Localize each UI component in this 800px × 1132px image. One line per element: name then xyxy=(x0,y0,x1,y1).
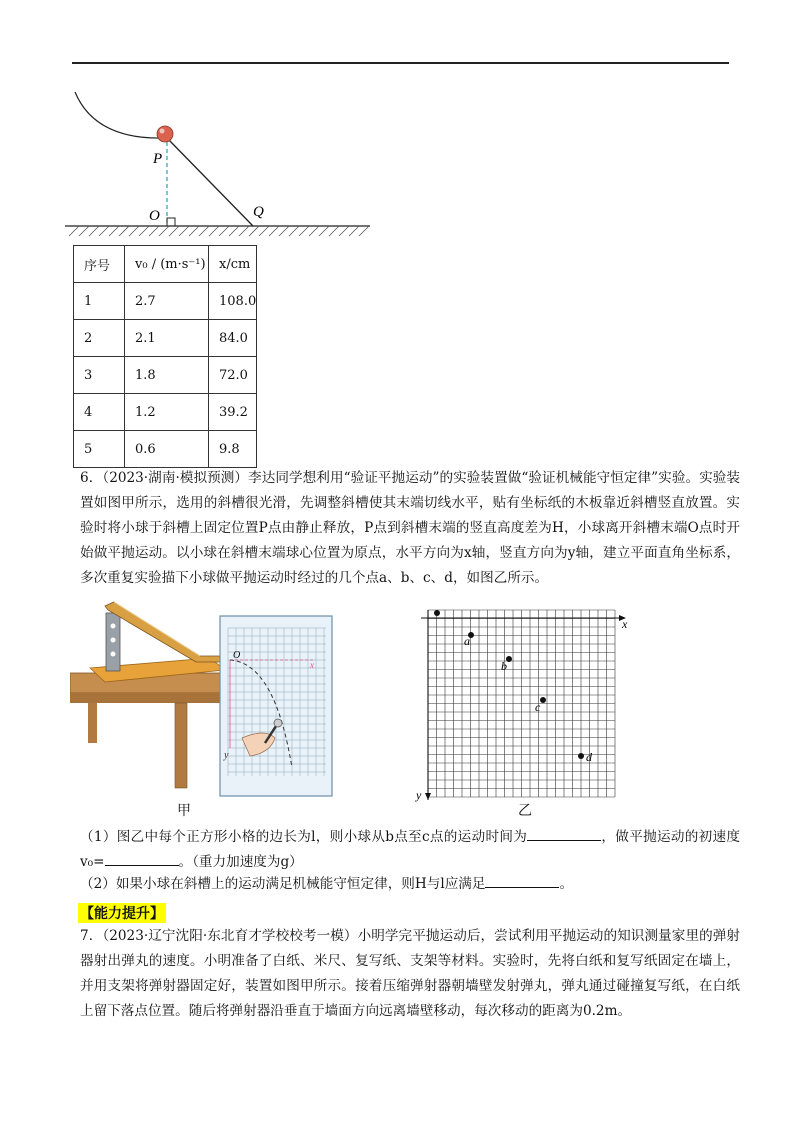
caption-jia: 甲 xyxy=(177,803,191,819)
curved-track xyxy=(75,92,165,138)
answer-blank[interactable] xyxy=(527,826,601,841)
answer-blank[interactable] xyxy=(105,851,179,866)
table-cell: 39.2 xyxy=(209,394,257,431)
data-table xyxy=(73,245,257,468)
header-cell: x/cm xyxy=(209,246,257,283)
table-header-row xyxy=(74,246,257,283)
figure-yi-grid xyxy=(414,604,636,806)
table-row xyxy=(74,283,257,320)
part-2-text: （2）如果小球在斜槽上的运动满足机械能守恒定律，则H与l应满足 xyxy=(80,876,486,892)
table-cell: 2 xyxy=(74,320,125,357)
table-cell: 1.8 xyxy=(125,357,209,394)
table-cell: 4 xyxy=(74,394,125,431)
answer-blank[interactable] xyxy=(485,873,559,888)
table-row xyxy=(74,357,257,394)
part-1-text-c: 。（重力加速度为g） xyxy=(178,854,303,870)
question-text: 小明学完平抛运动后，尝试利用平抛运动的知识测量家里的弹射器射出弹丸的速度。小明准备了白纸、米尺、复写纸、支架等材料。实验时，先将白纸和复写纸固定在墙上，并用支架将弹射器固定好，装置如图甲所示。接着压缩弹射器朝墙壁发射弹丸，弹丸通过碰撞复写纸，在白纸上留下落点位置。随后将弹射器沿垂直于墙面方向远离墙壁移动，每次移动的距离为0.2m。 xyxy=(80,928,741,1019)
label-O: O xyxy=(149,208,160,224)
point-label: a xyxy=(464,634,470,648)
part-2-text-b: 。 xyxy=(559,876,574,892)
table-cell: 1.2 xyxy=(125,394,209,431)
question-6-part-2 xyxy=(80,872,740,897)
table-cell: 2.1 xyxy=(125,320,209,357)
table-row xyxy=(74,394,257,431)
point-label: b xyxy=(501,659,507,673)
part-1-text: （1）图乙中每个正方形小格的边长为l，则小球从b点至c点的运动时间为 xyxy=(80,829,528,845)
table-cell: 9.8 xyxy=(209,431,257,468)
part-1-text-b: ，做平抛运动的初速度v₀= xyxy=(80,829,741,870)
question-6 xyxy=(80,466,740,591)
table-cell: 108.0 xyxy=(209,283,257,320)
section-heading: 【能力提升】 xyxy=(78,903,166,923)
ball-icon xyxy=(157,126,173,142)
figure-incline xyxy=(65,90,375,240)
point-c xyxy=(540,697,546,703)
question-6-part-1 xyxy=(80,825,740,875)
question-source: （2023·辽宁沈阳·东北育才学校校考一模） xyxy=(102,928,358,944)
header-cell: v₀ / (m·s⁻¹) xyxy=(125,246,209,283)
label-Q: Q xyxy=(253,204,264,220)
axis-x-label: x xyxy=(622,617,628,631)
label-y: y xyxy=(224,750,229,761)
label-x: x xyxy=(310,660,314,670)
incline-line xyxy=(167,138,253,226)
point-label: d xyxy=(586,750,592,764)
table-cell: 2.7 xyxy=(125,283,209,320)
table-cell: 72.0 xyxy=(209,357,257,394)
table-row xyxy=(74,320,257,357)
header-cell: 序号 xyxy=(74,246,125,283)
point-label: c xyxy=(535,700,541,714)
question-7 xyxy=(80,924,740,1024)
table-cell: 1 xyxy=(74,283,125,320)
caption-yi: 乙 xyxy=(518,803,532,819)
point-origin xyxy=(434,610,440,616)
header-rule xyxy=(72,62,729,64)
table-cell: 84.0 xyxy=(209,320,257,357)
label-P: P xyxy=(153,151,163,167)
point-d xyxy=(578,753,584,759)
table-cell: 3 xyxy=(74,357,125,394)
axis-y-label: y xyxy=(416,788,422,802)
figure-jia-apparatus xyxy=(70,598,342,798)
question-text: 李达同学想利用“验证平抛运动”的实验装置做“验证机械能守恒定律”实验。实验装置如图甲所示，选用的斜槽很光滑，先调整斜槽使其末端切线水平，贴有坐标纸的木板靠近斜槽竖直放置。实验时将小球于斜槽上固定位置P点由静止释放，P点到斜槽末端的竖直高度差为H，小球离开斜槽末端O点时开始做平抛运动。以小球在斜槽末端球心位置为原点，水平方向为x轴，竖直方向为y轴，建立平面直角坐标系，多次重复实验描下小球做平抛运动时经过的几个点a、b、c、d，如图乙所示。 xyxy=(80,470,741,586)
question-source: （2023·湖南·模拟预测） xyxy=(102,470,249,486)
label-O: O xyxy=(233,650,241,661)
table-cell: 0.6 xyxy=(125,431,209,468)
question-number: 6． xyxy=(80,470,103,486)
table-cell: 5 xyxy=(74,431,125,468)
table-row xyxy=(74,431,257,468)
question-number: 7． xyxy=(80,928,103,944)
